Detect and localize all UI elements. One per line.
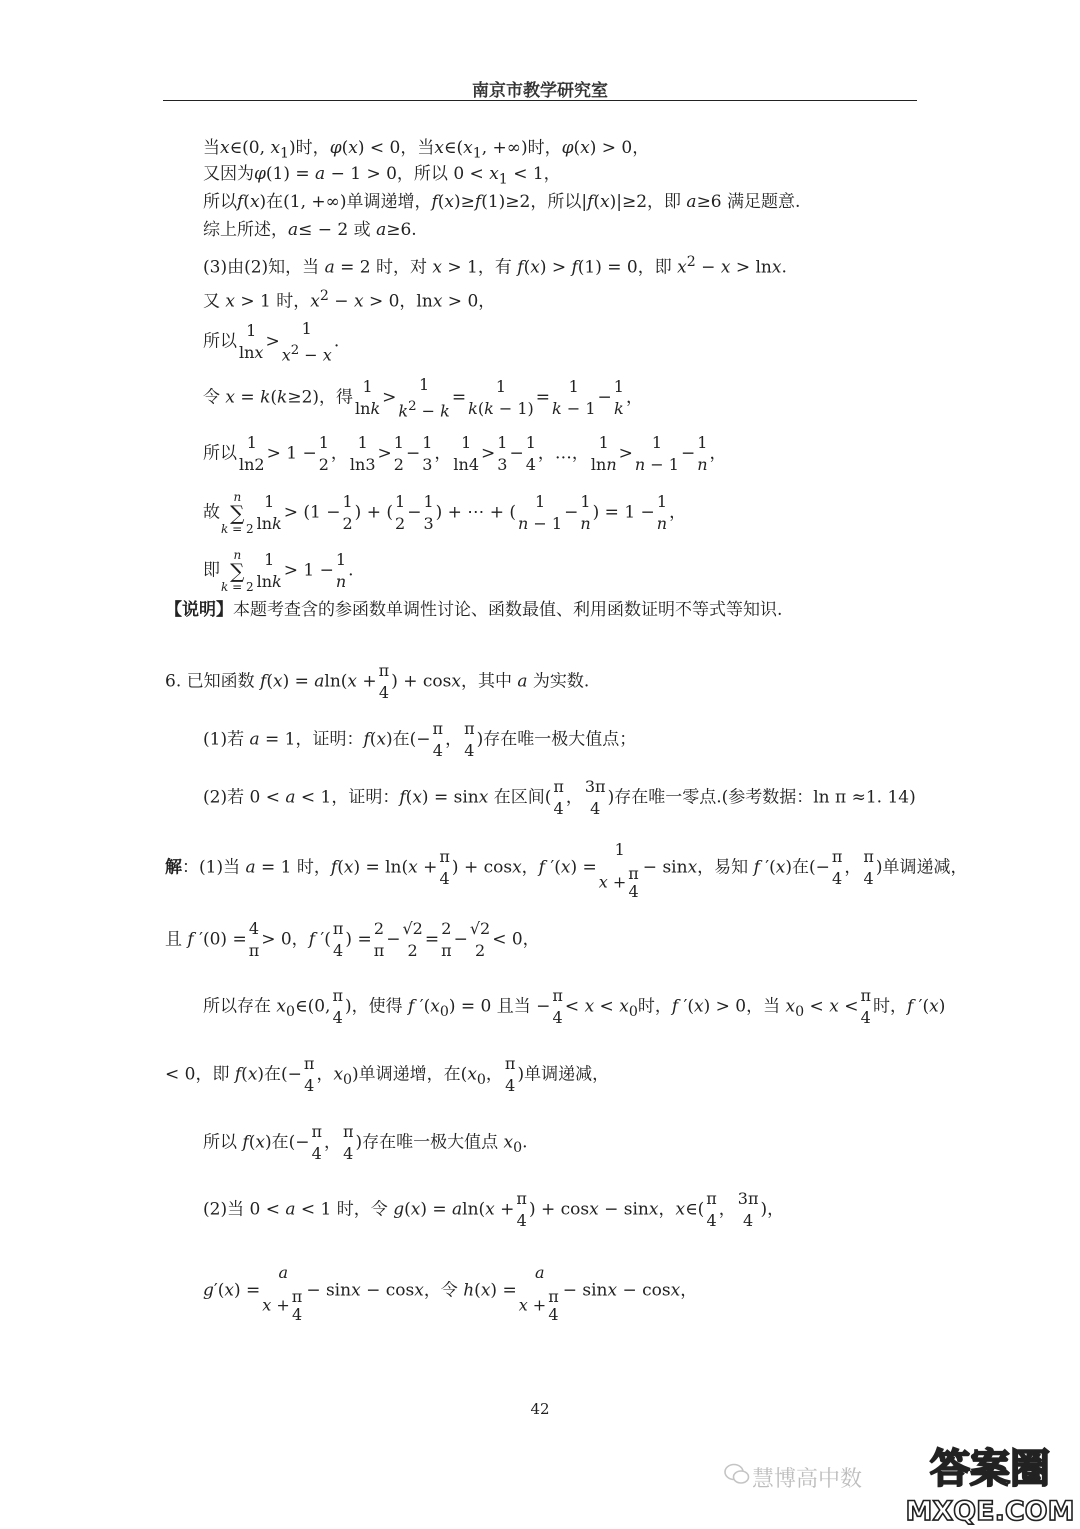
prev-line-7: 所以 1 lnx > 1 $x^2 - x$ . [203,319,340,365]
solution-line-1: 解：(1)当 a = 1 时，f(x) = ln(x + π 4 ) + cosx，f ′(x) = 1 x + π 4 − sinx，易知 f ′(x)在(− π 4 ， π 4 )单调递减， [165,840,968,901]
wechat-icon [724,1462,750,1486]
site-logo [900,1432,1080,1529]
prev-line-2: 又因为φ(1) = a − 1 > 0，所以 $0 < x_1 < 1$， [203,164,561,188]
prev-line-9: 所以 1 ln2 > 1 − 1 2 ， 1 ln3 > 1 2 − 1 3 ， 1 ln4 > 1 3 − 1 4 ，…， 1 lnn > 1 n − 1 − 1 n ， [203,433,727,474]
logo-top-text: 答案圈 [930,1446,1050,1492]
prev-line-1: 当x∈(0, $x_1$)时，φ(x) < 0，当$x\in(x_1$, +∞)时，φ(x) > 0， [203,138,650,162]
prev-line-11: 即n ∑ k = 2 1 lnk > 1 − 1 n . [203,548,354,594]
solution-line-5: 所以 f(x)在(− π 4 ， π 4 )存在唯一极大值点 $x_0$. [203,1122,528,1163]
note-text: 本题考查含的参函数单调性讨论、函数最值、利用函数证明不等式等知识. [233,600,783,620]
watermark-text: 慧博高中数 [752,1467,863,1492]
problem6-stem: 6. 已知函数 f(x) = aln(x + π 4 ) + cosx，其中 a 为实数. [165,661,590,702]
solution-line-4: < 0，即 f(x)在(− π 4 ，$x_0$)单调递增，在($x_0$， π 4 )单调递减， [165,1054,610,1095]
prev-line-3: 所以f(x)在(1, +∞)单调递增，f(x)≥f(1)≥2，所以|f(x)|≥2，即 a≥6 满足题意. [203,192,801,212]
header-rule [163,100,917,101]
prev-line-4: 综上所述，a≤ − 2 或 a≥6. [203,220,417,240]
solution-line-3: 所以存在 $x_0\in(0$, π 4 )，使得 f $'(x_0) = 0$ 且当 − π 4 < $x < x_0$时，f ′(x) > 0，当 $x_0 < x$ < π 4 时，f ′(x) [203,986,946,1027]
prev-line-8: 令 x = k(k≥2)，得 1 lnk > 1 $k^2 - k$ = 1 k(k − 1) = 1 k − 1 − 1 k ， [203,375,643,421]
logo-bottom-text: MXQE.COM [905,1496,1075,1527]
problem6-part2: (2)若 0 < a < 1，证明：f(x) = sinx 在区间( π 4 ， 3π 4 )存在唯一零点.(参考数据：ln π ≈1. 14) [203,777,916,818]
problem6-part1: (1)若 a = 1，证明：f(x)在(− π 4 ， π 4 )存在唯一极大值点； [203,719,637,760]
solution-line-6: (2)当 0 < a < 1 时，令 g(x) = aln(x + π 4 ) + cosx − sinx，x∈( π 4 ， 3π 4 )， [203,1189,785,1230]
solution-line-7: g′(x) = a x + π 4 − sinx − cosx，令 h(x) = a x + π 4 − sinx − cosx， [203,1263,698,1324]
note: 【说明】本题考查含的参函数单调性讨论、函数最值、利用函数证明不等式等知识. [165,600,783,620]
solution-line-2: 且 f ′(0) = 4 π > 0，f ′( π 4 ) = 2 π − √2 2 = 2 π − √2 2 < 0， [165,919,540,960]
prev-line-10: 故n ∑ k = 2 1 lnk > (1 − 1 2 ) + ( 1 2 − 1 3 ) + ⋯ + ( 1 n − 1 − 1 n ) = 1 − 1 n ， [203,490,687,536]
prev-line-5: (3)由(2)知，当 a = 2 时，对 x > 1，有 f(x) > f(1) = 0，即 $x^2 - x > \ln x$. [203,254,787,278]
page-number: 42 [530,1400,550,1418]
page-header: 南京市教学研究室 [472,81,608,101]
prev-line-6: 又 x > 1 时，$x^2 - x > 0$，lnx > 0， [203,288,496,312]
